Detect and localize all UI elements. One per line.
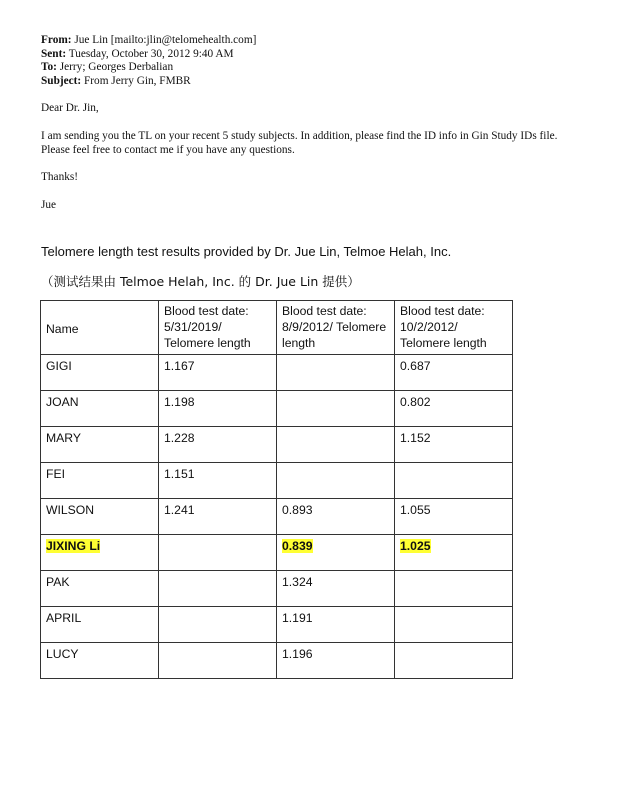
subject-name: GIGI bbox=[46, 359, 72, 373]
subject-name-cell bbox=[41, 427, 159, 463]
table-row bbox=[41, 499, 513, 535]
from-label: From: bbox=[41, 34, 72, 46]
table-row bbox=[41, 571, 513, 607]
telomere-value-cell bbox=[159, 463, 277, 499]
telomere-value-cell bbox=[277, 643, 395, 679]
telomere-value-cell bbox=[159, 607, 277, 643]
telomere-value: 1.055 bbox=[400, 503, 431, 517]
subject-name: LUCY bbox=[46, 647, 79, 661]
table-row bbox=[41, 427, 513, 463]
telomere-value: 0.839 bbox=[282, 539, 313, 553]
telomere-value-cell bbox=[159, 535, 277, 571]
subject-name: JOAN bbox=[46, 395, 79, 409]
telomere-value-cell bbox=[395, 427, 513, 463]
to-value: Jerry; Georges Derbalian bbox=[59, 61, 174, 74]
email-greeting: Dear Dr. Jin, bbox=[41, 102, 99, 115]
telomere-value-cell bbox=[159, 427, 277, 463]
telomere-value: 1.152 bbox=[400, 431, 431, 445]
subject-name: JIXING Li bbox=[46, 539, 101, 553]
subject-label: Subject: bbox=[41, 74, 82, 87]
email-header-block bbox=[41, 34, 586, 212]
results-title: Telomere length test results provided by Dr. Jue Lin, Telmoe Helah, Inc. bbox=[41, 244, 452, 259]
telomere-value-cell bbox=[159, 643, 277, 679]
table-header-cell: Blood test date: 10/2/2012/ Telomere length bbox=[395, 301, 513, 355]
telomere-value: 0.687 bbox=[400, 359, 431, 373]
telomere-value-cell bbox=[277, 607, 395, 643]
telomere-value-cell bbox=[277, 499, 395, 535]
subject-name: MARY bbox=[46, 431, 81, 445]
subject-name-cell bbox=[41, 607, 159, 643]
telomere-value-cell bbox=[159, 499, 277, 535]
subject-name: PAK bbox=[46, 575, 70, 589]
table-row bbox=[41, 355, 513, 391]
email-thanks: Thanks! bbox=[41, 171, 79, 184]
telomere-results-table bbox=[40, 300, 513, 679]
results-subtitle: （测试结果由 Telmoe Helah, Inc. 的 Dr. Jue Lin 提供） bbox=[41, 274, 360, 289]
telomere-value: 1.241 bbox=[164, 503, 195, 517]
subject-name-cell bbox=[41, 499, 159, 535]
telomere-value: 1.228 bbox=[164, 431, 195, 445]
telomere-value: 0.802 bbox=[400, 395, 431, 409]
subject-name-cell bbox=[41, 571, 159, 607]
telomere-value: 1.167 bbox=[164, 359, 195, 373]
telomere-value-cell bbox=[277, 427, 395, 463]
to-label: To: bbox=[41, 61, 57, 74]
telomere-value-cell bbox=[395, 643, 513, 679]
subject-value: From Jerry Gin, FMBR bbox=[84, 74, 191, 87]
email-signature: Jue bbox=[41, 198, 57, 211]
table-header-cell: Blood test date: 5/31/2019/ Telomere length bbox=[159, 301, 277, 355]
table-row bbox=[41, 391, 513, 427]
subject-name: FEI bbox=[46, 467, 65, 481]
table-row bbox=[41, 463, 513, 499]
telomere-value: 1.198 bbox=[164, 395, 195, 409]
table-header-cell: Name bbox=[41, 301, 159, 355]
telomere-value-cell bbox=[277, 571, 395, 607]
telomere-value-cell bbox=[395, 535, 513, 571]
telomere-value-cell bbox=[159, 355, 277, 391]
subject-name-cell bbox=[41, 535, 159, 571]
email-to-line bbox=[41, 61, 586, 75]
email-body: I am sending you the TL on your recent 5 study subjects. In addition, please find the ID info in Gin Study IDs file. Please feel free to contact me if you have any questions. bbox=[41, 129, 558, 156]
telomere-value-cell bbox=[395, 571, 513, 607]
telomere-value-cell bbox=[395, 391, 513, 427]
telomere-value-cell bbox=[159, 571, 277, 607]
telomere-value-cell bbox=[395, 355, 513, 391]
telomere-value: 1.151 bbox=[164, 467, 195, 481]
sent-label: Sent: bbox=[41, 47, 67, 60]
telomere-value-cell bbox=[395, 607, 513, 643]
subject-name-cell bbox=[41, 643, 159, 679]
telomere-value: 1.324 bbox=[282, 575, 313, 589]
email-sent-line bbox=[41, 48, 586, 62]
telomere-value: 1.191 bbox=[282, 611, 313, 625]
table-row bbox=[41, 643, 513, 679]
from-value: Jue Lin [mailto:jlin@telomehealth.com] bbox=[74, 34, 257, 46]
telomere-value-cell bbox=[277, 355, 395, 391]
telomere-value: 1.196 bbox=[282, 647, 313, 661]
telomere-value-cell bbox=[277, 391, 395, 427]
telomere-value-cell bbox=[277, 535, 395, 571]
table-row bbox=[41, 535, 513, 571]
subject-name-cell bbox=[41, 355, 159, 391]
table-header-row bbox=[41, 301, 513, 355]
table-row bbox=[41, 607, 513, 643]
telomere-value: 1.025 bbox=[400, 539, 431, 553]
telomere-value: 0.893 bbox=[282, 503, 313, 517]
email-subject-line bbox=[41, 75, 586, 89]
telomere-value-cell bbox=[395, 463, 513, 499]
telomere-value-cell bbox=[395, 499, 513, 535]
subject-name: WILSON bbox=[46, 503, 95, 517]
subject-name-cell bbox=[41, 391, 159, 427]
sent-value: Tuesday, October 30, 2012 9:40 AM bbox=[68, 47, 234, 60]
subject-name-cell bbox=[41, 463, 159, 499]
telomere-value-cell bbox=[277, 463, 395, 499]
email-from-line bbox=[41, 34, 586, 48]
telomere-value-cell bbox=[159, 391, 277, 427]
table-header-cell: Blood test date: 8/9/2012/ Telomere length bbox=[277, 301, 395, 355]
subject-name: APRIL bbox=[46, 611, 82, 625]
